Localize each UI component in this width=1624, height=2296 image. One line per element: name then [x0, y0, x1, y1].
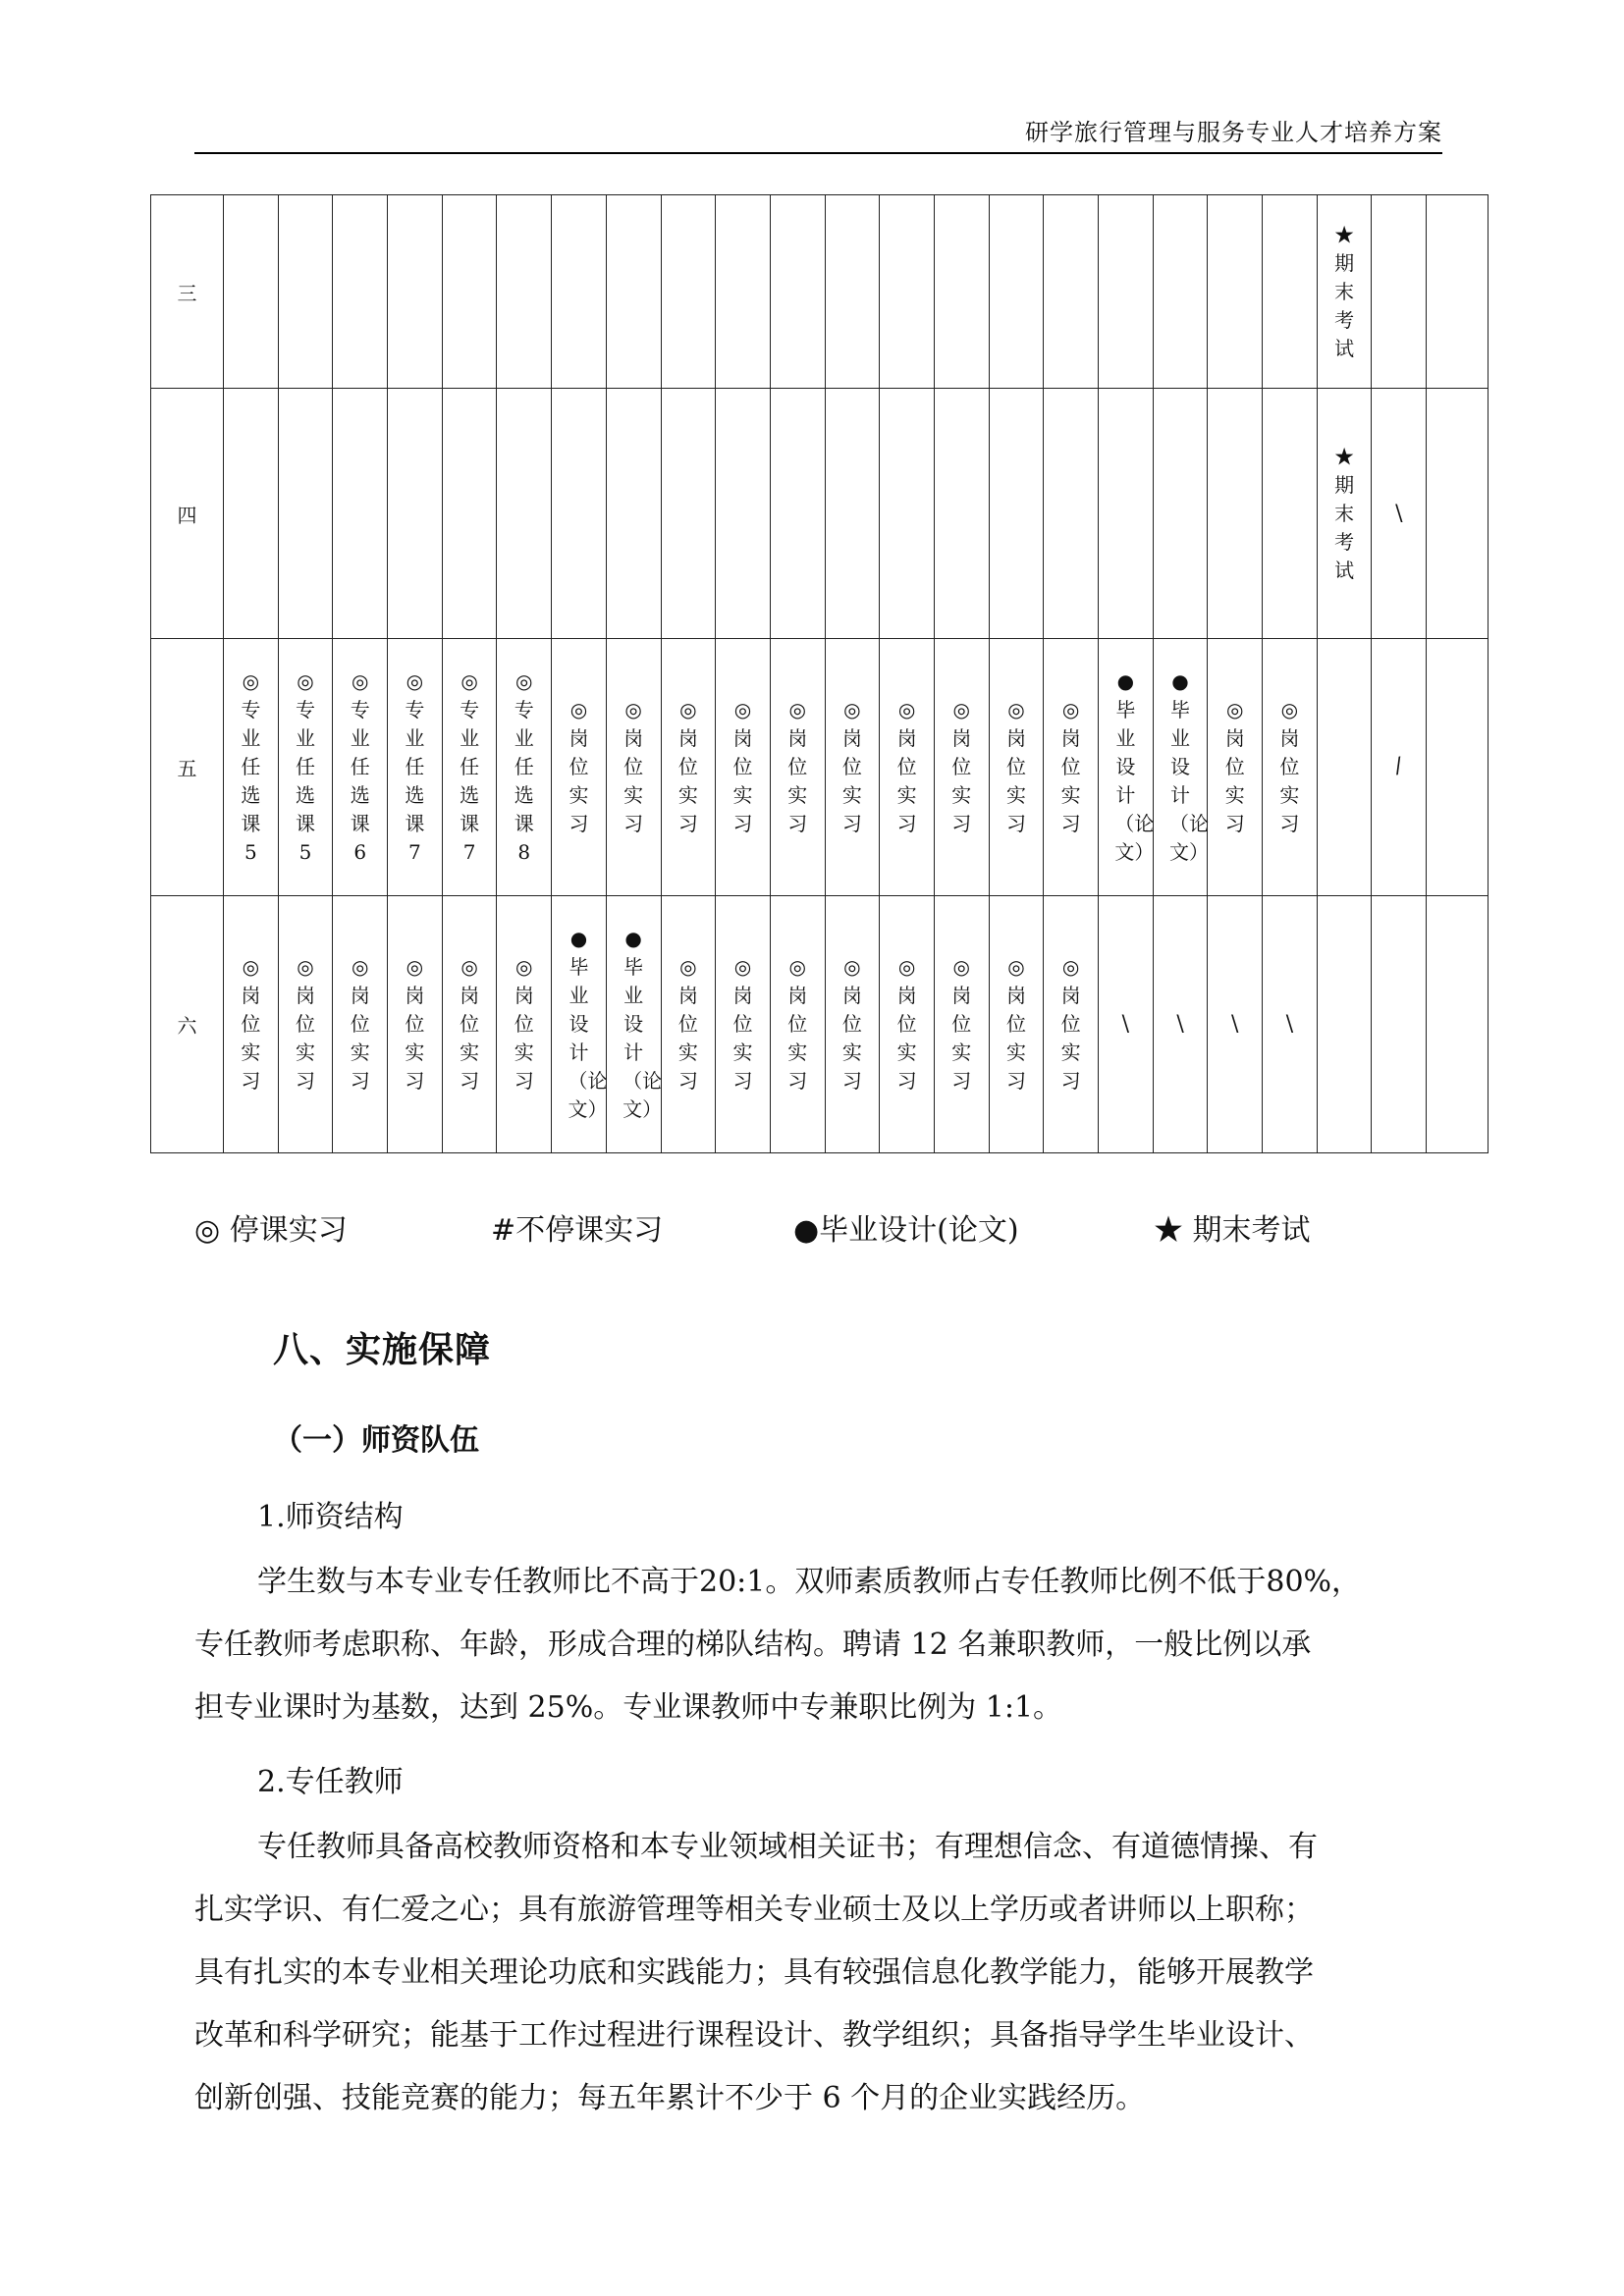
schedule-cell [880, 195, 935, 389]
schedule-cell [1099, 195, 1154, 389]
schedule-cell [606, 195, 661, 389]
schedule-cell [333, 389, 388, 639]
schedule-cell [825, 195, 880, 389]
schedule-cell [1263, 195, 1318, 389]
cell-text: ◎岗位实习 [296, 955, 316, 1093]
cell-text: ◎专业任选课5 [296, 669, 316, 864]
cell-text: ◎岗位实习 [732, 955, 753, 1093]
schedule-cell [1263, 639, 1318, 896]
schedule-cell [1372, 195, 1427, 389]
schedule-cell [1044, 389, 1099, 639]
cell-text: ◎岗位实习 [350, 955, 370, 1093]
cell-text: ◎岗位实习 [951, 955, 972, 1093]
schedule-cell [770, 896, 825, 1153]
item1-paragraph-line1: 学生数与本专业专任教师比不高于20:1。双师素质教师占专任教师比例不低于80%， [257, 1565, 1362, 1599]
cell-text: ◎专业任选课5 [241, 669, 261, 864]
cell-text: ◎岗位实习 [568, 698, 589, 835]
cell-text: ◎岗位实习 [677, 955, 698, 1093]
schedule-cell [1153, 389, 1208, 639]
schedule-row [151, 389, 1489, 639]
cell-text: ◎岗位实习 [896, 955, 917, 1093]
schedule-cell [770, 389, 825, 639]
legend-graduation-design: ●毕业设计(论文) [793, 1213, 1019, 1248]
teaching-schedule-table [150, 194, 1489, 1153]
semester-label: 六 [151, 896, 224, 1153]
schedule-cell [661, 639, 716, 896]
schedule-row [151, 195, 1489, 389]
schedule-cell [278, 195, 333, 389]
schedule-cell [825, 896, 880, 1153]
schedule-cell [497, 896, 552, 1153]
cell-text: ◎岗位实习 [514, 955, 534, 1093]
semester-label: 五 [151, 639, 224, 896]
schedule-cell [278, 639, 333, 896]
schedule-cell [388, 639, 443, 896]
legend-nonstop-internship: #不停课实习 [491, 1213, 664, 1248]
schedule-cell [1427, 639, 1489, 896]
schedule-cell [880, 389, 935, 639]
schedule-cell [1208, 896, 1263, 1153]
schedule-cell [388, 896, 443, 1153]
cell-text: ●毕业设计（论文） [568, 927, 608, 1121]
cell-text: ◎岗位实习 [460, 955, 480, 1093]
schedule-cell [989, 389, 1044, 639]
schedule-cell [442, 896, 497, 1153]
schedule-cell [1153, 195, 1208, 389]
schedule-cell [770, 639, 825, 896]
page-header-title: 研学旅行管理与服务专业人才培养方案 [1025, 119, 1442, 146]
schedule-cell [716, 195, 771, 389]
item2-title: 2.专任教师 [257, 1765, 404, 1799]
schedule-cell [1099, 896, 1154, 1153]
slash-mark: / [1392, 753, 1405, 779]
legend-final-exam: ★ 期末考试 [1154, 1213, 1311, 1248]
schedule-cell [278, 896, 333, 1153]
item2-paragraph-line3: 具有扎实的本专业相关理论功底和实践能力；具有较强信息化教学能力，能够开展教学 [194, 1955, 1314, 1990]
cell-text: ◎专业任选课8 [514, 669, 534, 864]
cell-text: ●毕业设计（论文） [623, 927, 663, 1121]
schedule-cell [1153, 896, 1208, 1153]
schedule-cell [989, 195, 1044, 389]
item2-paragraph-line4: 改革和科学研究；能基于工作过程进行课程设计、教学组织；具备指导学生毕业设计、 [194, 2018, 1314, 2053]
schedule-cell [333, 195, 388, 389]
cell-text: ◎岗位实习 [951, 698, 972, 835]
schedule-cell [1208, 389, 1263, 639]
schedule-cell [442, 389, 497, 639]
schedule-cell [880, 896, 935, 1153]
schedule-cell [716, 639, 771, 896]
cell-text: ◎岗位实习 [1060, 698, 1081, 835]
schedule-cell [1427, 195, 1489, 389]
cell-text: ◎岗位实习 [1279, 698, 1300, 835]
cell-text: ◎岗位实习 [787, 955, 808, 1093]
schedule-cell [1044, 639, 1099, 896]
slash-mark: \ [1395, 501, 1403, 526]
schedule-cell [552, 639, 607, 896]
cell-text: ◎岗位实习 [677, 698, 698, 835]
legend-stop-internship: ◎ 停课实习 [194, 1213, 348, 1248]
schedule-cell [880, 639, 935, 896]
schedule-cell [442, 639, 497, 896]
section-title: 八、实施保障 [273, 1329, 492, 1370]
semester-label: 三 [151, 195, 224, 389]
schedule-cell [1263, 896, 1318, 1153]
schedule-cell [224, 195, 279, 389]
cell-text: ◎岗位实习 [732, 698, 753, 835]
schedule-cell [770, 195, 825, 389]
schedule-cell [333, 896, 388, 1153]
schedule-cell [1317, 195, 1372, 389]
cell-text: ◎岗位实习 [896, 698, 917, 835]
cell-text: ◎岗位实习 [841, 698, 862, 835]
schedule-cell [934, 195, 989, 389]
schedule-cell [606, 639, 661, 896]
schedule-cell [388, 389, 443, 639]
cell-text: ◎岗位实习 [841, 955, 862, 1093]
schedule-cell [224, 389, 279, 639]
cell-text: ●毕业设计（论文） [1169, 669, 1210, 864]
cell-text: ◎岗位实习 [1005, 955, 1026, 1093]
schedule-cell [1208, 195, 1263, 389]
schedule-cell [1372, 639, 1427, 896]
schedule-cell [224, 639, 279, 896]
slash-mark: \ [1176, 1012, 1184, 1037]
schedule-row [151, 639, 1489, 896]
schedule-cell [1427, 389, 1489, 639]
schedule-cell [661, 389, 716, 639]
schedule-cell [934, 389, 989, 639]
item1-paragraph-line3: 担专业课时为基数，达到 25%。专业课教师中专兼职比例为 1:1。 [194, 1690, 1063, 1725]
item2-paragraph-line1: 专任教师具备高校教师资格和本专业领域相关证书；有理想信念、有道德情操、有 [257, 1830, 1318, 1864]
schedule-cell [989, 639, 1044, 896]
cell-text: ◎专业任选课7 [405, 669, 425, 864]
schedule-cell [825, 639, 880, 896]
semester-label: 四 [151, 389, 224, 639]
schedule-cell [1153, 639, 1208, 896]
schedule-cell [552, 195, 607, 389]
schedule-cell [716, 389, 771, 639]
item1-paragraph-line2: 专任教师考虑职称、年龄，形成合理的梯队结构。聘请 12 名兼职教师，一般比例以承 [194, 1628, 1312, 1662]
schedule-cell [606, 896, 661, 1153]
legend [0, 1205, 1624, 1248]
schedule-cell [1372, 896, 1427, 1153]
cell-text: ◎岗位实习 [1005, 698, 1026, 835]
cell-text: ◎岗位实习 [241, 955, 261, 1093]
slash-mark: \ [1121, 1012, 1130, 1037]
schedule-cell [1317, 389, 1372, 639]
schedule-cell [1317, 896, 1372, 1153]
schedule-cell [442, 195, 497, 389]
schedule-cell [1099, 639, 1154, 896]
cell-text: ◎岗位实习 [787, 698, 808, 835]
cell-text: ◎岗位实习 [405, 955, 425, 1093]
schedule-cell [661, 896, 716, 1153]
page-header [194, 113, 1442, 154]
schedule-cell [606, 389, 661, 639]
schedule-cell [661, 195, 716, 389]
slash-mark: \ [1285, 1012, 1294, 1037]
cell-text: ◎岗位实习 [623, 698, 644, 835]
schedule-cell [989, 896, 1044, 1153]
subsection-title: （一）师资队伍 [273, 1423, 479, 1458]
schedule-cell [1263, 389, 1318, 639]
schedule-row [151, 896, 1489, 1153]
schedule-cell [333, 639, 388, 896]
cell-text: ◎岗位实习 [1224, 698, 1245, 835]
item1-title: 1.师资结构 [257, 1500, 404, 1534]
cell-text: ◎专业任选课6 [350, 669, 370, 864]
schedule-cell [1044, 195, 1099, 389]
schedule-cell [1317, 639, 1372, 896]
cell-text: ★期末考试 [1334, 222, 1355, 360]
cell-text: ●毕业设计（论文） [1114, 669, 1155, 864]
schedule-cell [388, 195, 443, 389]
cell-text: ★期末考试 [1334, 444, 1355, 582]
schedule-cell [497, 389, 552, 639]
schedule-cell [497, 639, 552, 896]
item2-paragraph-line2: 扎实学识、有仁爱之心；具有旅游管理等相关专业硕士及以上学历或者讲师以上职称； [194, 1893, 1314, 1927]
item2-paragraph-line5: 创新创强、技能竞赛的能力；每五年累计不少于 6 个月的企业实践经历。 [194, 2081, 1146, 2115]
cell-text: ◎岗位实习 [1060, 955, 1081, 1093]
slash-mark: \ [1231, 1012, 1239, 1037]
cell-text: ◎专业任选课7 [460, 669, 480, 864]
schedule-cell [497, 195, 552, 389]
schedule-cell [1427, 896, 1489, 1153]
schedule-cell [224, 896, 279, 1153]
schedule-cell [1208, 639, 1263, 896]
schedule-cell [1044, 896, 1099, 1153]
schedule-cell [934, 896, 989, 1153]
schedule-cell [716, 896, 771, 1153]
schedule-cell [825, 389, 880, 639]
schedule-cell [552, 389, 607, 639]
schedule-cell [1099, 389, 1154, 639]
schedule-cell [552, 896, 607, 1153]
schedule-cell [1372, 389, 1427, 639]
schedule-cell [278, 389, 333, 639]
schedule-cell [934, 639, 989, 896]
